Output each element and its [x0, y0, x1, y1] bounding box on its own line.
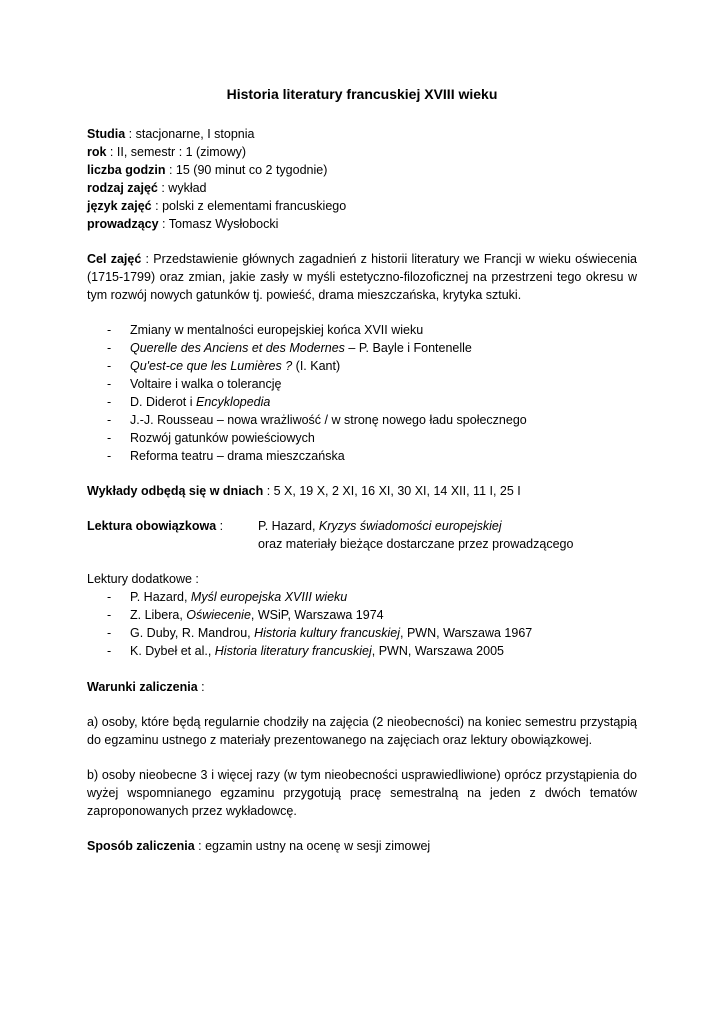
topic-list [87, 321, 637, 465]
list-item: - P. Hazard, Myśl europejska XVIII wieku [87, 588, 637, 606]
meta-rok: rok : II, semestr : 1 (zimowy) [87, 145, 247, 159]
course-meta [87, 125, 637, 233]
additional-reading [87, 570, 637, 660]
topic-item: - Zmiany w mentalności europejskiej końca XVII wieku [87, 321, 637, 339]
additional-reading-list [87, 588, 637, 660]
topic-item: - J.-J. Rousseau – nowa wrażliwość / w stronę nowego ładu społecznego [87, 411, 637, 429]
list-item: - G. Duby, R. Mandrou, Historia kultury francuskiej, PWN, Warszawa 1967 [87, 624, 637, 642]
topic-item: - Querelle des Anciens et des Modernes – P. Bayle i Fontenelle [87, 339, 637, 357]
lecture-dates [87, 482, 637, 500]
required-reading-value: P. Hazard, Kryzys świadomości europejskiej oraz materiały bieżące dostarczane przez prowadzącego [258, 519, 574, 551]
course-goal-text: : Przedstawienie głównych zagadnień z historii literatury we Francji w wieku oświecenia (1715-1799) oraz zmian, jakie zasły w myśli estetyczno-filozoficznej na przestrzeni tego okresu w tym rozwój nowych gatunków tj. powieść, drama mieszczańska, krytyka sztuki. [87, 252, 637, 302]
requirements-b: b) osoby nieobecne 3 i więcej razy (w tym nieobecności usprawiedliwione) oprócz przystąpienia do wyżej wspomnianego egzaminu przygotują pracę semestralną na jeden z dwóch tematów zaproponowanych przez wykładowcę. [87, 768, 637, 818]
meta-rodzaj-zajec: rodzaj zajęć : wykład [87, 181, 207, 195]
document-title: Historia literatury francuskiej XVIII wieku [226, 86, 498, 102]
topic-item: - Qu'est-ce que les Lumières ? (I. Kant) [87, 357, 637, 375]
lecture-dates-text: : 5 X, 19 X, 2 XI, 16 XI, 30 XI, 14 XII, 11 I, 25 I [263, 484, 521, 498]
topic-item: - Voltaire i walka o tolerancję [87, 375, 637, 393]
lecture-dates-label: Wykłady odbędą się w dniach [87, 484, 264, 498]
assessment-method-label: Sposób zaliczenia [87, 839, 195, 853]
course-goal-label: Cel zajęć [87, 252, 142, 266]
required-reading [87, 517, 637, 553]
meta-jezyk-zajec: język zajęć : polski z elementami francuskiego [87, 199, 347, 213]
topic-item: - Reforma teatru – drama mieszczańska [87, 447, 637, 465]
list-item: - K. Dybeł et al., Historia literatury francuskiej, PWN, Warszawa 2005 [87, 642, 637, 660]
additional-reading-heading: Lektury dodatkowe : [87, 572, 199, 586]
meta-studia: Studia : stacjonarne, I stopnia [87, 127, 255, 141]
topic-item: - Rozwój gatunków powieściowych [87, 429, 637, 447]
assessment-method [87, 837, 637, 855]
assessment-method-text: : egzamin ustny na ocenę w sesji zimowej [194, 839, 431, 853]
required-reading-label: Lektura obowiązkowa : [87, 519, 224, 533]
meta-prowadzacy: prowadzący : Tomasz Wysłobocki [87, 217, 279, 231]
course-goal [87, 250, 637, 304]
meta-liczba-godzin: liczba godzin : 15 (90 minut co 2 tygodnie) [87, 163, 328, 177]
list-item: - Z. Libera, Oświecenie, WSiP, Warszawa 1974 [87, 606, 637, 624]
requirements-heading: Warunki zaliczenia : [87, 680, 205, 694]
requirements-a: a) osoby, które będą regularnie chodziły na zajęcia (2 nieobecności) na koniec semestru przystąpią do egzaminu ustnego z materiały prezentowanego na zajęciach oraz lektury obowiązkowej. [87, 715, 637, 747]
topic-item: - D. Diderot i Encyklopedia [87, 393, 637, 411]
